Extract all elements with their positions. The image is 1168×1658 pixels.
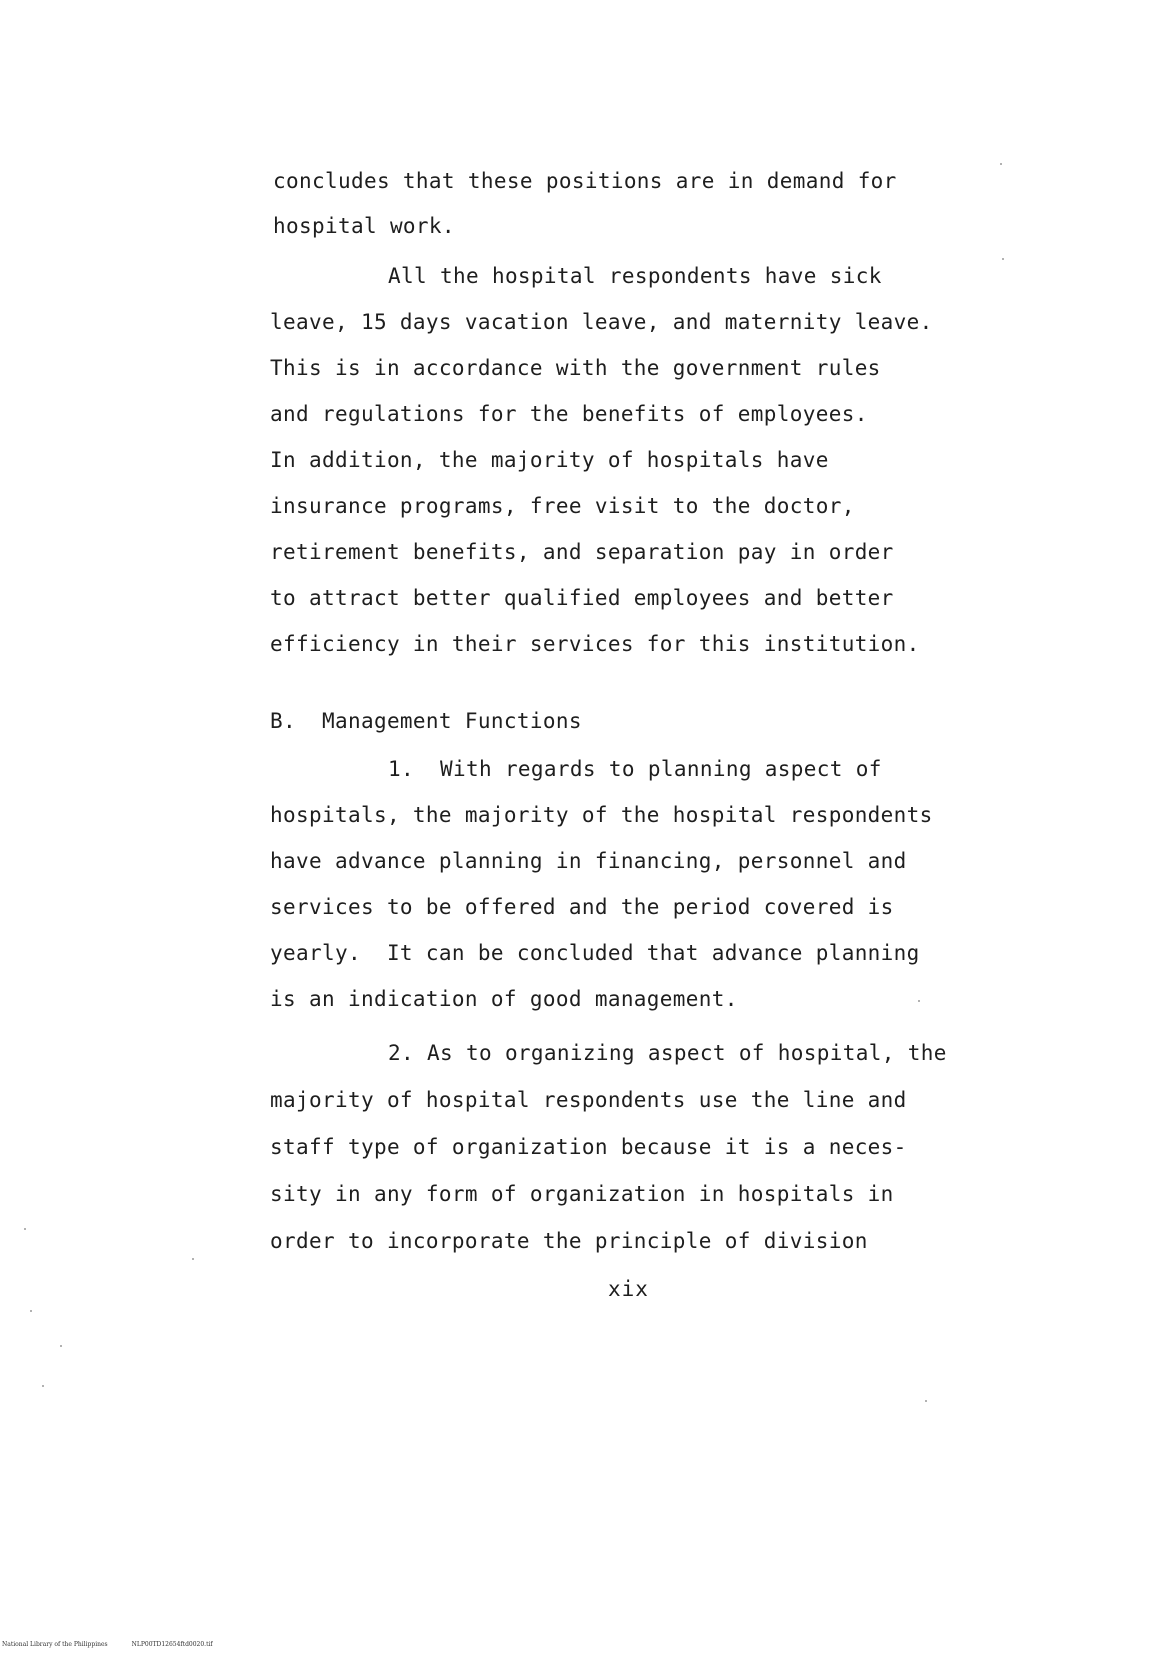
text-line: efficiency in their services for this institution. [270, 632, 920, 656]
text-line: and regulations for the benefits of employees. [270, 402, 868, 426]
text-line: leave, 15 days vacation leave, and maternity leave. [270, 310, 933, 334]
text-line: In addition, the majority of hospitals have [270, 448, 829, 472]
text-line: sity in any form of organization in hospitals in [270, 1182, 894, 1206]
footer-file-name: NLP00TD12654ftd0020.tif [131, 1641, 213, 1648]
scan-speck [918, 1000, 920, 1002]
text-line: to attract better qualified employees and better [270, 586, 894, 610]
text-line: order to incorporate the principle of division [270, 1229, 868, 1253]
text-line: services to be offered and the period covered is [270, 895, 894, 919]
footer-library: National Library of the Philippines [2, 1641, 108, 1648]
scan-speck [42, 1385, 44, 1387]
text-line: hospital work. [273, 214, 455, 238]
section-heading: B. Management Functions [270, 709, 582, 733]
text-line: is an indication of good management. [270, 987, 738, 1011]
scan-speck [1000, 163, 1002, 165]
text-line: concludes that these positions are in demand for [273, 169, 897, 193]
text-line: insurance programs, free visit to the doctor, [270, 494, 855, 518]
text-line: hospitals, the majority of the hospital respondents [270, 803, 933, 827]
scan-speck [60, 1345, 62, 1347]
scan-speck [24, 1228, 26, 1230]
text-line: 1. With regards to planning aspect of [388, 757, 882, 781]
text-line: majority of hospital respondents use the line and [270, 1088, 907, 1112]
text-line: This is in accordance with the government rules [270, 356, 881, 380]
text-line: retirement benefits, and separation pay in order [270, 540, 894, 564]
text-line: yearly. It can be concluded that advance planning [270, 941, 920, 965]
text-line: All the hospital respondents have sick [388, 264, 882, 288]
text-line: have advance planning in financing, personnel and [270, 849, 907, 873]
scan-speck [1002, 258, 1004, 260]
scan-speck [192, 1258, 194, 1260]
text-line: staff type of organization because it is a neces- [270, 1135, 907, 1159]
scan-footer [2, 1641, 213, 1649]
scan-speck [925, 1400, 927, 1402]
text-line: 2. As to organizing aspect of hospital, the [388, 1041, 947, 1065]
scan-speck [30, 1310, 32, 1312]
page-number: xix [608, 1277, 649, 1301]
